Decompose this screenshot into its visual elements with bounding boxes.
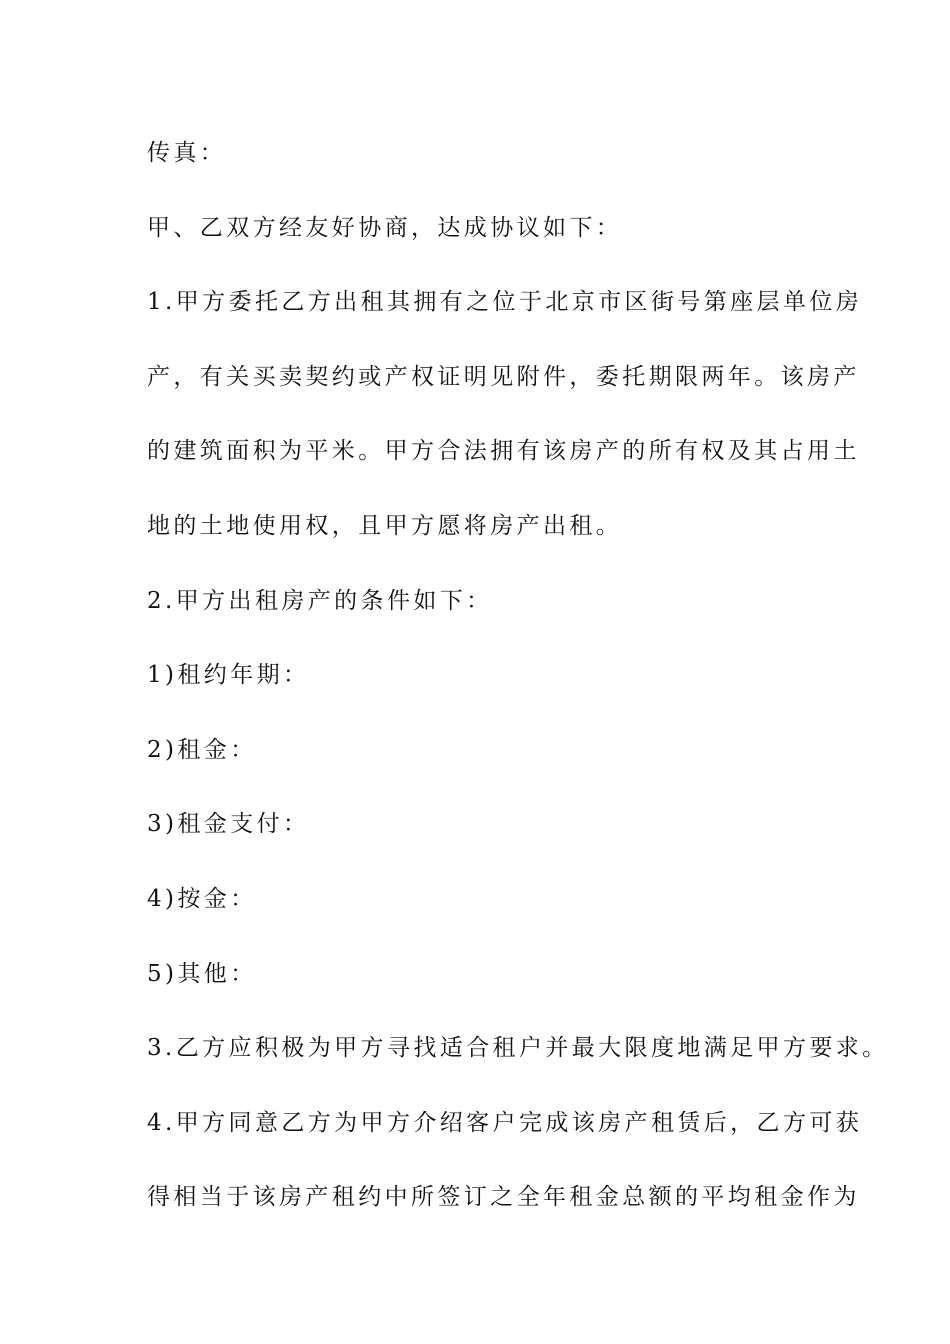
clause-2-item-rent-payment: 3)租金支付： <box>147 811 310 838</box>
clause-2-item-deposit: 4)按金： <box>147 885 257 912</box>
clause-1-line-4: 地的土地使用权，且甲方愿将房产出租。 <box>147 512 623 539</box>
clause-1-line-2: 产，有关买卖契约或产权证明见附件，委托期限两年。该房产 <box>147 363 860 390</box>
document-body <box>147 133 889 1252</box>
clause-1-line-1: 1.甲方委托乙方出租其拥有之位于北京市区街号第座层单位房 <box>147 289 863 316</box>
agreement-intro: 甲、乙双方经友好协商，达成协议如下： <box>147 214 623 241</box>
fax-line: 传真： <box>147 140 227 166</box>
clause-2-item-rent: 2)租金： <box>147 736 257 763</box>
clause-4-line-2: 得相当于该房产租约中所签订之全年租金总额的平均租金作为 <box>147 1184 860 1211</box>
clause-3-line-1: 3.乙方应积极为甲方寻找适合租户并最大限度地满足甲方要求。 <box>147 1035 889 1062</box>
clause-2-heading: 2.甲方出租房产的条件如下： <box>147 587 493 614</box>
clause-4-line-1: 4.甲方同意乙方为甲方介绍客户完成该房产租赁后，乙方可获 <box>147 1109 863 1136</box>
clause-1-line-3: 的建筑面积为平米。甲方合法拥有该房产的所有权及其占用土 <box>147 438 860 465</box>
clause-2-item-lease-term: 1)租约年期： <box>147 662 310 689</box>
clause-2-item-other: 5)其他： <box>147 960 257 987</box>
